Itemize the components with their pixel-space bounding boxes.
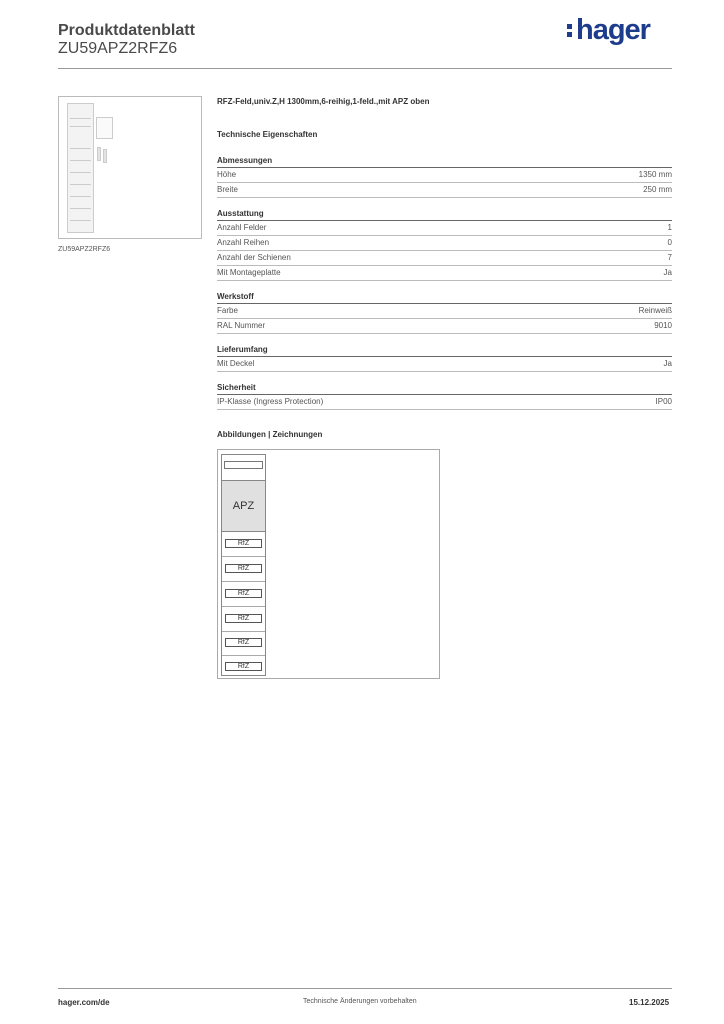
logo-text: hager	[576, 14, 650, 46]
section-title-sicherheit: Sicherheit	[217, 383, 256, 392]
row-key: Breite	[217, 185, 238, 194]
table-row	[217, 236, 672, 251]
technical-drawing	[217, 449, 440, 679]
row-key: IP-Klasse (Ingress Protection)	[217, 397, 324, 406]
product-code: ZU59APZ2RFZ6	[58, 40, 178, 57]
row-key: Anzahl der Schienen	[217, 253, 291, 262]
rfz-field	[222, 607, 265, 632]
accessory-image	[97, 147, 101, 161]
rfz-field	[222, 655, 265, 680]
table-row	[217, 357, 672, 372]
table-row	[217, 251, 672, 266]
row-value: 9010	[654, 321, 672, 330]
product-image	[58, 96, 202, 239]
table-row	[217, 183, 672, 198]
row-key: Mit Montageplatte	[217, 268, 281, 277]
row-value: 1350 mm	[638, 170, 672, 179]
page-title: Produktdatenblatt	[58, 22, 195, 39]
row-key: Anzahl Felder	[217, 223, 267, 232]
rfz-label: RfZ	[225, 638, 262, 647]
table-row	[217, 168, 672, 183]
logo-dots-icon	[567, 19, 574, 39]
row-key: Farbe	[217, 306, 238, 315]
table-row	[217, 304, 672, 319]
table-row	[217, 266, 672, 281]
image-caption: ZU59APZ2RFZ6	[58, 246, 111, 253]
footer-website-link[interactable]: hager.com/de	[58, 998, 110, 1007]
table-row	[217, 221, 672, 236]
drawings-heading: Abbildungen | Zeichnungen	[217, 430, 323, 439]
section-title-ausstattung: Ausstattung	[217, 209, 264, 218]
footer-date: 15.12.2025	[629, 998, 670, 1007]
section-title-werkstoff: Werkstoff	[217, 292, 254, 301]
cabinet-drawing	[221, 454, 266, 676]
table-row	[217, 319, 672, 334]
rfz-field	[222, 557, 265, 582]
rfz-label: RfZ	[225, 614, 262, 623]
rfz-label: RfZ	[225, 662, 262, 671]
row-key: RAL Nummer	[217, 321, 266, 330]
hager-logo	[567, 14, 650, 47]
row-value: IP00	[655, 397, 672, 406]
row-value: 1	[667, 223, 672, 232]
row-value: Ja	[663, 359, 672, 368]
rfz-label: RfZ	[225, 589, 262, 598]
rfz-field	[222, 582, 265, 607]
technical-heading: Technische Eigenschaften	[217, 130, 318, 139]
row-value: Ja	[663, 268, 672, 277]
rfz-label: RfZ	[225, 564, 262, 573]
table-row	[217, 395, 672, 410]
row-value: 250 mm	[643, 185, 672, 194]
row-value: 7	[667, 253, 672, 262]
row-key: Mit Deckel	[217, 359, 255, 368]
rfz-field	[222, 532, 265, 557]
section-title-abmessungen: Abmessungen	[217, 156, 273, 165]
header-divider	[58, 68, 672, 69]
section-title-lieferumfang: Lieferumfang	[217, 345, 268, 354]
row-key: Höhe	[217, 170, 237, 179]
row-value: Reinweiß	[638, 306, 672, 315]
rfz-label: RfZ	[225, 539, 262, 548]
cover-image	[96, 117, 113, 139]
top-slot	[224, 461, 263, 469]
footer-note: Technische Änderungen vorbehalten	[303, 998, 417, 1005]
apz-field: APZ	[222, 480, 265, 532]
accessory-image	[103, 149, 107, 163]
footer-divider	[58, 988, 672, 989]
product-description: RFZ-Feld,univ.Z,H 1300mm,6-reihig,1-feld.,mit APZ oben	[217, 97, 430, 106]
row-key: Anzahl Reihen	[217, 238, 270, 247]
row-value: 0	[667, 238, 672, 247]
cabinet-image	[67, 103, 94, 233]
rfz-field	[222, 631, 265, 656]
